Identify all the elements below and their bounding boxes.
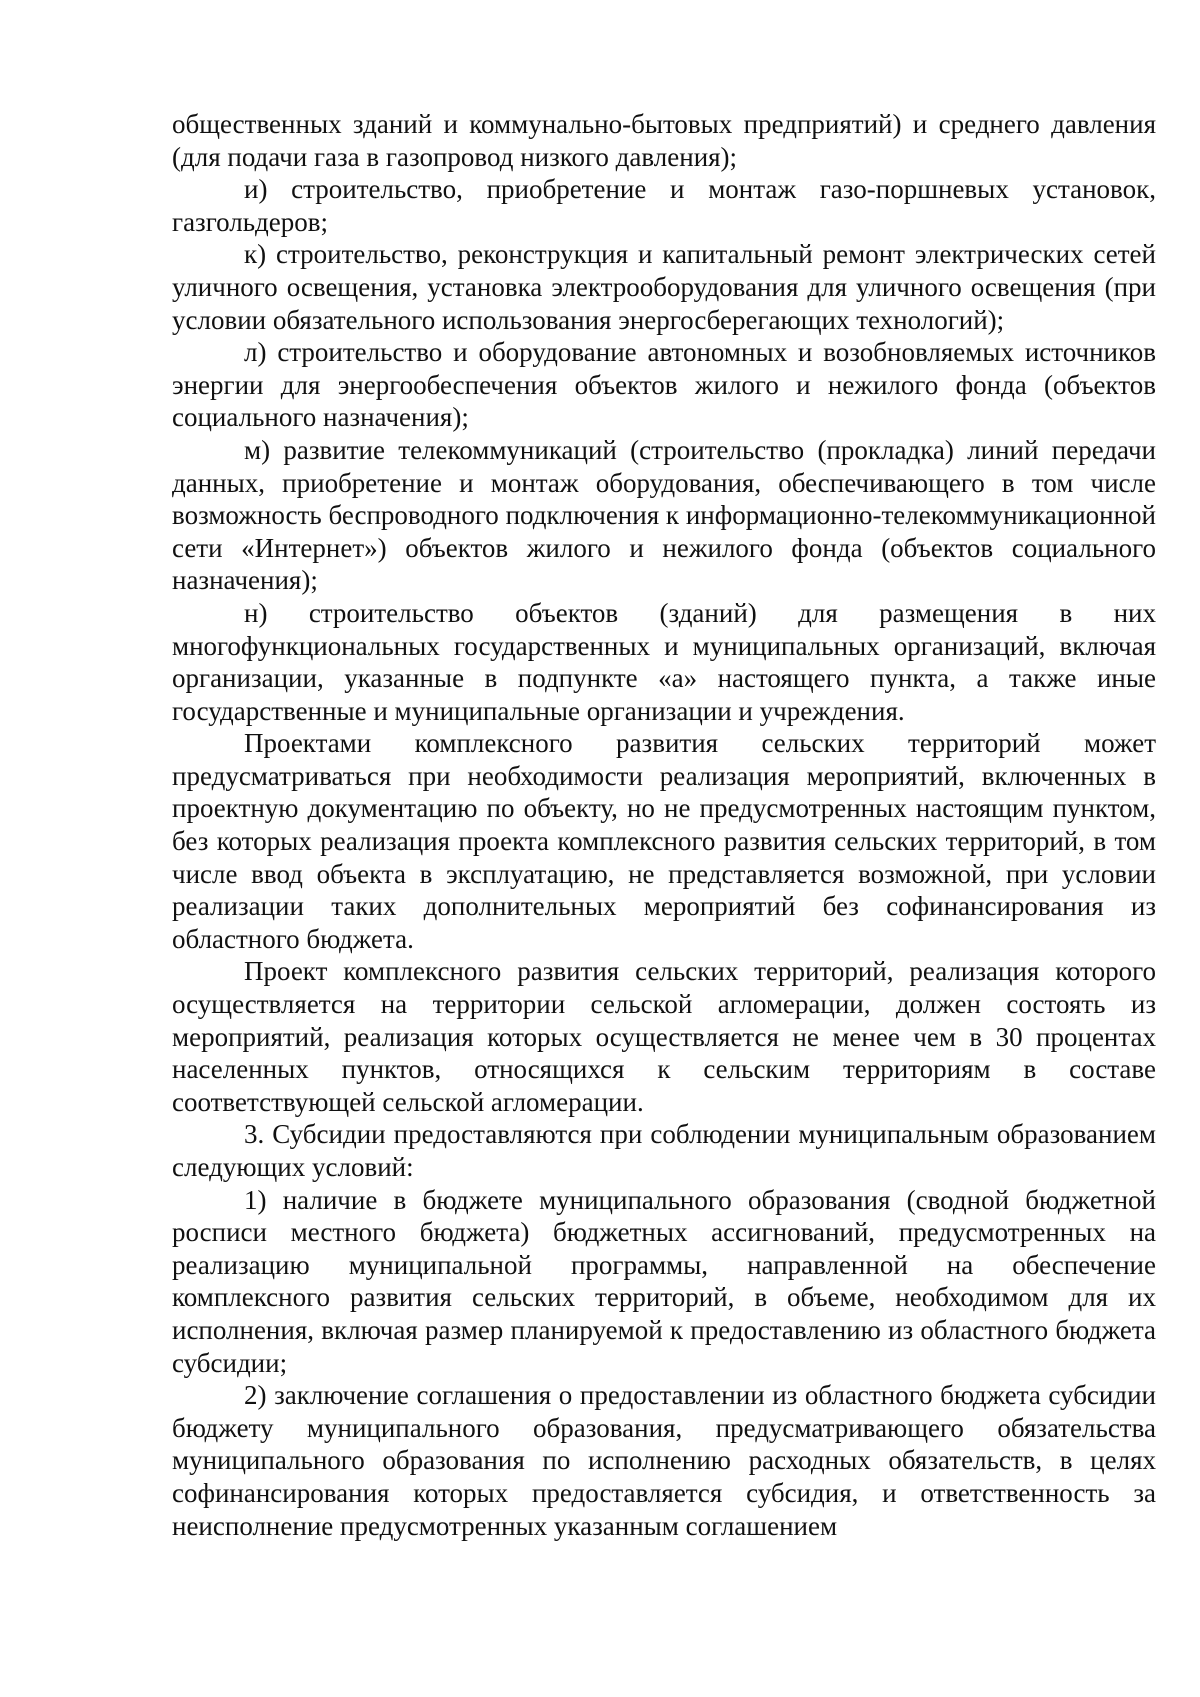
document-page: [172, 108, 1156, 1542]
paragraph-agglomeration-project: Проект комплексного развития сельских территорий, реализация которого осуществляется на территории сельской агломерации, должен состоять из мероприятий, реализация которых осуществляется не менее чем в 30 процентах населенных пунктов, относящихся к сельским территориям в составе соответствующей сельской агломерации.: [172, 956, 1156, 1117]
paragraph-condition-1-budget: 1) наличие в бюджете муниципального образования (сводной бюджетной росписи местного бюджета) бюджетных ассигнований, предусмотренных на реализацию муниципальной программы, направленной на обеспечение комплексного развития сельских территорий, в объеме, необходимом для их исполнения, включая размер планируемой к предоставлению из областного бюджета субсидии;: [172, 1184, 1156, 1378]
paragraph-condition-2-agreement: 2) заключение соглашения о предоставлении из областного бюджета субсидии бюджету муниципального образования, предусматривающего обязательства муниципального образования по исполнению расходных обязательств, в целях софинансирования которых предоставляется субсидия, и ответственность за неисполнение предусмотренных указанным соглашением: [172, 1380, 1156, 1541]
paragraph-item-m-telecommunications: м) развитие телекоммуникаций (строительство (прокладка) линий передачи данных, приобретение и монтаж оборудования, обеспечивающего в том числе возможность беспроводного подключения к информационно-телекоммуникационной сети «Интернет») объектов жилого и нежилого фонда (объектов социального назначения);: [172, 434, 1156, 596]
paragraph-continuation-public-buildings: общественных зданий и коммунально-бытовых предприятий) и среднего давления (для подачи газа в газопровод низкого давления);: [172, 109, 1156, 172]
paragraph-section-3-conditions: 3. Субсидии предоставляются при соблюдении муниципальным образованием следующих условий:: [172, 1119, 1156, 1182]
paragraph-item-l-energy-sources: л) строительство и оборудование автономных и возобновляемых источников энергии для энергообеспечения объектов жилого и нежилого фонда (объектов социального назначения);: [172, 337, 1156, 433]
paragraph-additional-measures: Проектами комплексного развития сельских территорий может предусматриваться при необходимости реализация мероприятий, включенных в проектную документацию по объекту, но не предусмотренных настоящим пунктом, без которых реализация проекта комплексного развития сельских территорий, в том числе ввод объекта в эксплуатацию, не представляется возможной, при условии реализации таких дополнительных мероприятий без софинансирования из областного бюджета.: [172, 728, 1156, 954]
paragraph-item-k-street-lighting: к) строительство, реконструкция и капитальный ремонт электрических сетей уличного освещения, установка электрооборудования для уличного освещения (при условии обязательного использования энергосберегающих технологий);: [172, 239, 1156, 335]
paragraph-item-i-gas-piston: и) строительство, приобретение и монтаж газо-поршневых установок, газгольдеров;: [172, 174, 1156, 237]
paragraph-item-n-multifunctional-buildings: н) строительство объектов (зданий) для размещения в них многофункциональных государственных и муниципальных организаций, включая организации, указанные в подпункте «а» настоящего пункта, а также иные государственные и муниципальные организации и учреждения.: [172, 597, 1156, 726]
